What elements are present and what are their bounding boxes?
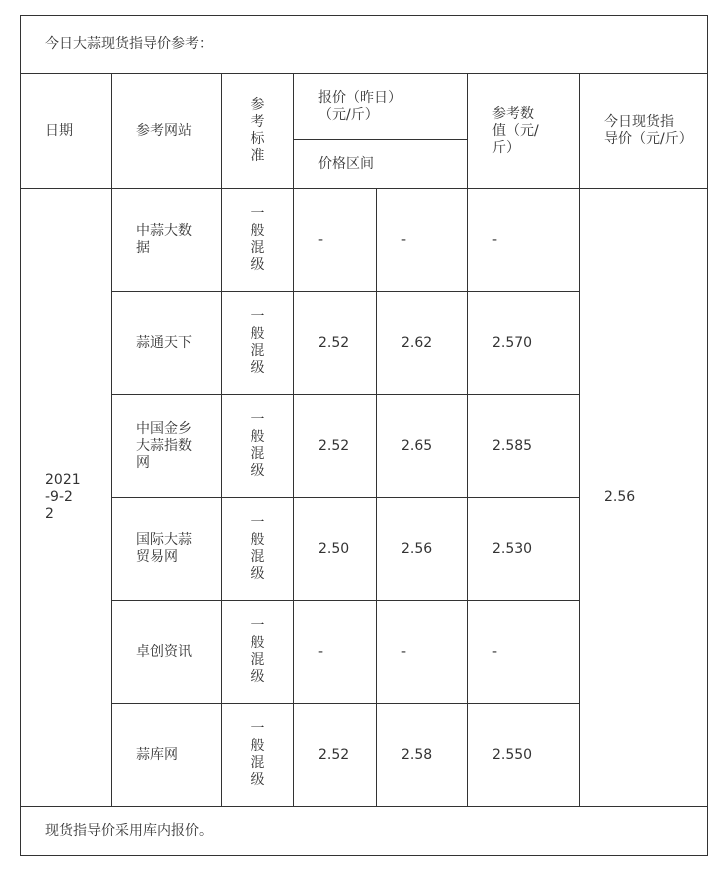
standard-cell: 一般混级: [222, 395, 294, 498]
standard-cell: 一般混级: [222, 498, 294, 601]
ref-value-cell: 2.530: [468, 498, 580, 601]
table-title: 今日大蒜现货指导价参考：: [21, 16, 708, 74]
ref-value-cell: 2.585: [468, 395, 580, 498]
header-today-price: 今日现货指导价（元/斤）: [580, 74, 708, 189]
ref-value-cell: 2.570: [468, 292, 580, 395]
price-high-cell: 2.58: [377, 704, 468, 807]
ref-value-cell: 2.550: [468, 704, 580, 807]
site-cell: 中国金乡大蒜指数网: [112, 395, 222, 498]
price-low-cell: -: [294, 189, 377, 292]
ref-value-cell: -: [468, 601, 580, 704]
header-site: 参考网站: [112, 74, 222, 189]
price-table: [20, 15, 708, 856]
site-cell: 国际大蒜贸易网: [112, 498, 222, 601]
table-row: [21, 189, 708, 292]
note-row: [21, 807, 708, 856]
date-cell: 2021-9-22: [21, 189, 112, 807]
site-cell: 中蒜大数据: [112, 189, 222, 292]
price-high-cell: 2.65: [377, 395, 468, 498]
site-cell: 蒜通天下: [112, 292, 222, 395]
site-cell: 蒜库网: [112, 704, 222, 807]
standard-cell: 一般混级: [222, 704, 294, 807]
price-high-cell: -: [377, 189, 468, 292]
price-high-cell: 2.62: [377, 292, 468, 395]
price-high-cell: -: [377, 601, 468, 704]
site-cell: 卓创资讯: [112, 601, 222, 704]
header-date: 日期: [21, 74, 112, 189]
ref-value-cell: -: [468, 189, 580, 292]
standard-cell: 一般混级: [222, 189, 294, 292]
header-row: [21, 74, 708, 140]
price-low-cell: 2.50: [294, 498, 377, 601]
price-low-cell: 2.52: [294, 292, 377, 395]
price-low-cell: 2.52: [294, 395, 377, 498]
header-ref-value: 参考数值（元/斤）: [468, 74, 580, 189]
price-low-cell: -: [294, 601, 377, 704]
table-note: 现货指导价采用库内报价。: [21, 807, 708, 856]
price-high-cell: 2.56: [377, 498, 468, 601]
header-standard: 参考标准: [222, 74, 294, 189]
today-price-cell: 2.56: [580, 189, 708, 807]
standard-cell: 一般混级: [222, 292, 294, 395]
standard-cell: 一般混级: [222, 601, 294, 704]
header-quote: 报价（昨日）（元/斤）: [294, 74, 468, 140]
price-low-cell: 2.52: [294, 704, 377, 807]
title-row: [21, 16, 708, 74]
header-range: 价格区间: [294, 140, 468, 189]
